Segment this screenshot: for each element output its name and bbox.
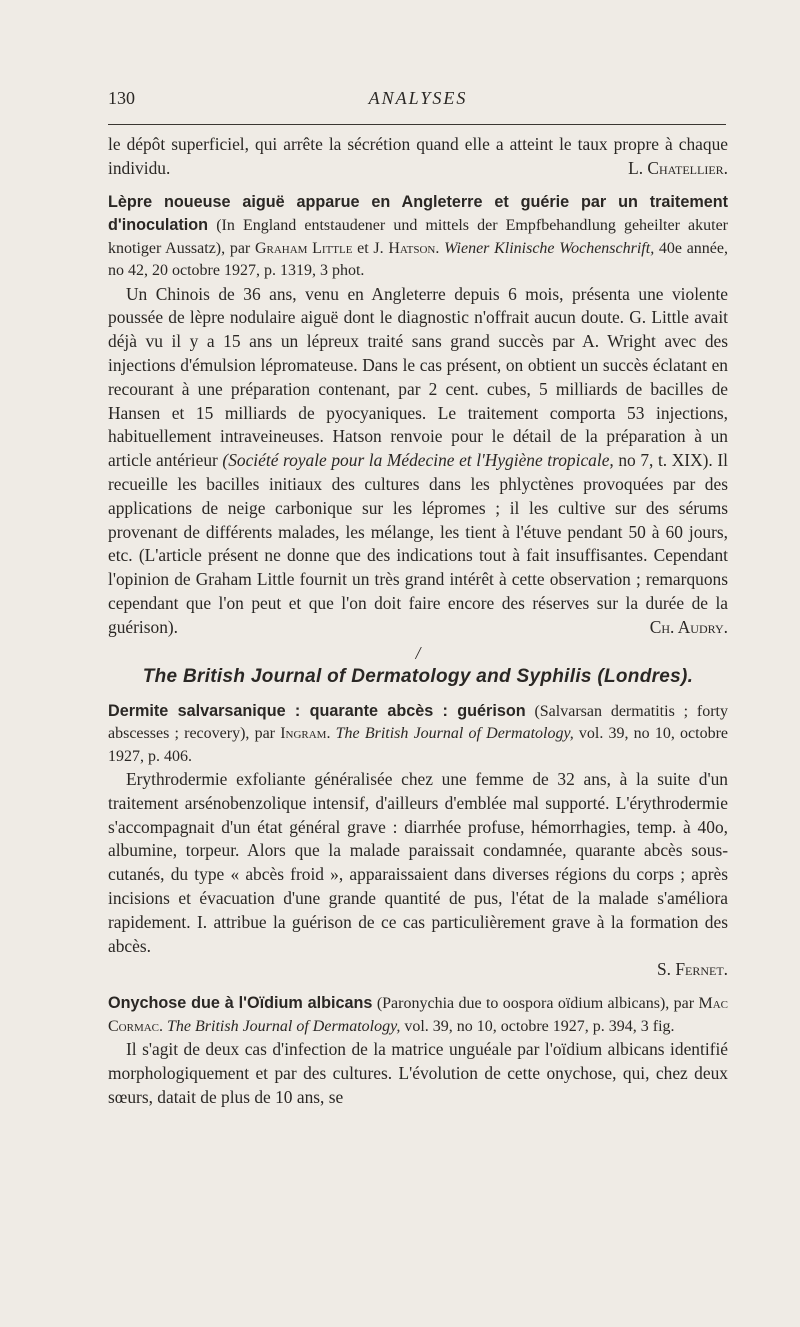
article-1-author-1: Graham Little — [254, 239, 353, 257]
article-2-body: Erythrodermie exfoliante généralisée chez une femme de 32 ans, à la suite d'un traitement arsénobenzolique intensif, d'ailleurs d'emblée mal supporté. L'érythrodermie s'accompagnait d'un état général grave : diarrhée profuse, hémorrhagies, temp. à 40o, albumine, torpeur. Alors que la malade paraissait condamnée, quarante abcès sous-cutanés, du type « abcès froid », apparaissaient dans diverses régions du corps ; après incisions et évacuation d'une grande quantité de pus, l'état de la malade s'améliora rapidement. I. attribue la guérison de ce cas particulièrement grave à la formation des abcès. — [108, 769, 728, 956]
article-1-body-rest: no 7, t. XIX). Il recueille les bacilles initiaux des cultures dans les phlyctènes provoquées par des applications de neige carbonique sur les lépromes ; il les cultive sur des sérums provenant de différents malades, les mélange, les tient à l'étuve pendant 50 à 60 jours, etc. (L'article présent ne donne que des indications tout à fait insuffisantes. Cependant l'opinion de Graham Little fournit un très grand intérêt à cette observation ; remarquons cependant que l'on peut et que l'on doit faire encore des réserves sur la durée de la guérison). — [108, 450, 728, 637]
article-2-ref-end: vol. 39, no 10, octobre 1927, p. 406. — [108, 725, 729, 765]
page-body — [108, 133, 728, 1110]
article-1-body-citation: (Société royale pour la Médecine et l'Hygiène tropicale, — [222, 450, 614, 471]
intro-signature: L. Chatellier. — [628, 157, 728, 178]
article-3-journal: The British Journal of Dermatology, — [167, 1017, 401, 1035]
article-1-title: Lèpre noueuse aiguë apparue en Angleterre et guérie par un traitement d'inoculation — [108, 192, 728, 235]
article-1-author-2: Hatson — [388, 239, 436, 257]
article-2-ref: (Salvarsan dermatitis ; forty abscesses ; recovery), par — [108, 702, 729, 743]
article-1-ref: (In England entstaudener und mittels der Empfbehandlung geheilter akuter knotiger Aussatz), par — [108, 217, 729, 257]
article-1-ref-end: 40e année, no 42, 20 octobre 1927, p. 1319, 3 phot. — [108, 239, 728, 280]
article-2-signature: S. Fernet. — [656, 959, 728, 980]
running-title: ANALYSES — [368, 88, 468, 108]
article-3-ref-end: vol. 39, no 10, octobre 1927, p. 394, 3 fig. — [400, 1017, 675, 1035]
article-2-title: Dermite salvarsanique : quarante abcès : guérison — [108, 701, 526, 720]
article-2-author: Ingram — [280, 725, 327, 743]
article-2-signature-line — [108, 958, 728, 982]
article-1-body-text: Un Chinois de 36 ans, venu en Angleterre depuis 6 mois, présenta une violente poussée de lèpre nodulaire aiguë dont le diagnostic n'offrait aucun doute. G. Little avait déjà vu il y a 15 ans un lépreux traité sans grand succès par A. Wright avec des injections d'émulsion lépromateuse. Dans le cas présent, on obtient un succès éclatant en recourant à une préparation contenant, par 2 cent. cubes, 5 milliards de bacilles de Hansen et 15 milliards de pyocyaniques. Le traitement comporta 53 injections, habituellement intraveineuses. Hatson renvoie pour le détail de la préparation à un article antérieur — [108, 283, 728, 471]
article-1-heading — [108, 191, 728, 283]
article-3-ref: (Paronychia due to oospora oïdium albicans), par — [372, 995, 699, 1013]
article-3-heading — [108, 992, 728, 1038]
article-3-ref-dot: . — [159, 1017, 168, 1035]
intro-paragraph — [108, 133, 728, 181]
article-1-journal: Wiener Klinische Wochenschrift, — [444, 239, 655, 257]
article-3-body: Il s'agit de deux cas d'infection de la matrice unguéale par l'oïdium albicans identifié morphologiquement et par des cultures. L'évolution de cette onychose, qui, chez deux sœurs, datait de plus de 10 ans, se — [108, 1039, 728, 1107]
header-rule — [108, 124, 726, 125]
article-1-body — [108, 283, 728, 640]
article-1-ref-et: et J. — [352, 239, 389, 257]
article-1-signature: Ch. Audry. — [649, 616, 728, 637]
article-3-title: Onychose due à l'Oïdium albicans — [108, 994, 373, 1013]
article-1-ref-dot: . — [435, 239, 445, 257]
page-number: 130 — [108, 88, 135, 108]
intro-text: le dépôt superficiel, qui arrête la sécrétion quand elle a atteint le taux propre à chaque individu. — [108, 134, 728, 178]
slash-mark: / — [415, 642, 421, 663]
article-2-heading — [108, 700, 728, 769]
page-header — [108, 88, 728, 118]
article-2-ref-dot: . — [326, 725, 336, 743]
journal-heading: The British Journal of Dermatology and Syphilis (Londres). — [142, 665, 694, 687]
article-2-journal: The British Journal of Dermatology, — [335, 725, 574, 743]
article-3-author: Mac Cormac — [108, 995, 728, 1035]
